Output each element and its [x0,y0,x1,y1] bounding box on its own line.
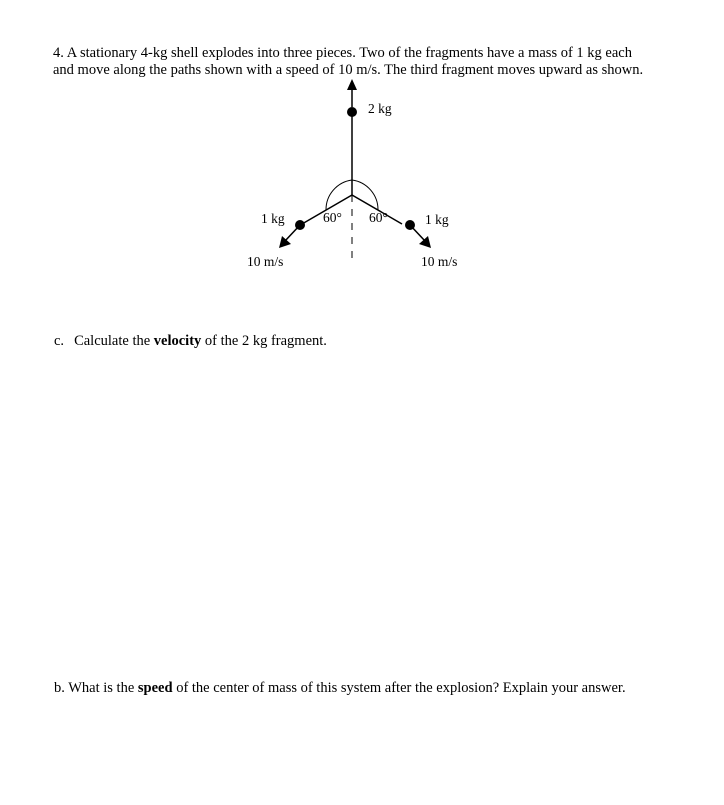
left-mass-label: 1 kg [261,211,285,226]
part-b-prefix: What is the [64,680,138,696]
left-velocity-arrowhead [279,236,291,248]
problem-line-2: and move along the paths shown with a speed of 10 m/s. The third fragment moves upward as shown. [53,62,644,78]
left-speed-label: 10 m/s [247,254,284,269]
problem-number: 4. [53,45,64,61]
left-velocity-arrow-shaft [285,225,300,241]
question-part-c [54,333,327,350]
part-c-suffix: of the 2 kg fragment. [201,333,327,349]
left-angle-label: 60° [323,210,342,225]
part-c-letter: c. [54,333,65,349]
part-b-suffix: of the center of mass of this system after the explosion? Explain your answer. [172,680,626,696]
explosion-diagram [0,0,724,320]
right-speed-label: 10 m/s [421,254,458,269]
part-c-prefix: Calculate the [74,333,154,349]
right-angle-label: 60° [369,210,388,225]
question-part-b [54,680,664,697]
right-mass-label: 1 kg [425,212,449,227]
part-b-letter: b. [54,680,65,696]
right-angle-arc [352,180,378,210]
right-velocity-arrowhead [419,236,431,248]
top-mass-label: 2 kg [368,101,392,116]
problem-text-line-1: A stationary 4-kg shell explodes into three pieces. Two of the fragments have a mass of 1 kg each [66,45,632,61]
top-mass-dot [347,107,357,117]
part-c-bold: velocity [153,333,202,349]
top-velocity-arrowhead [347,79,357,90]
right-velocity-arrow-shaft [410,225,425,241]
left-angle-arc [326,180,352,210]
part-b-bold: speed [137,680,173,696]
